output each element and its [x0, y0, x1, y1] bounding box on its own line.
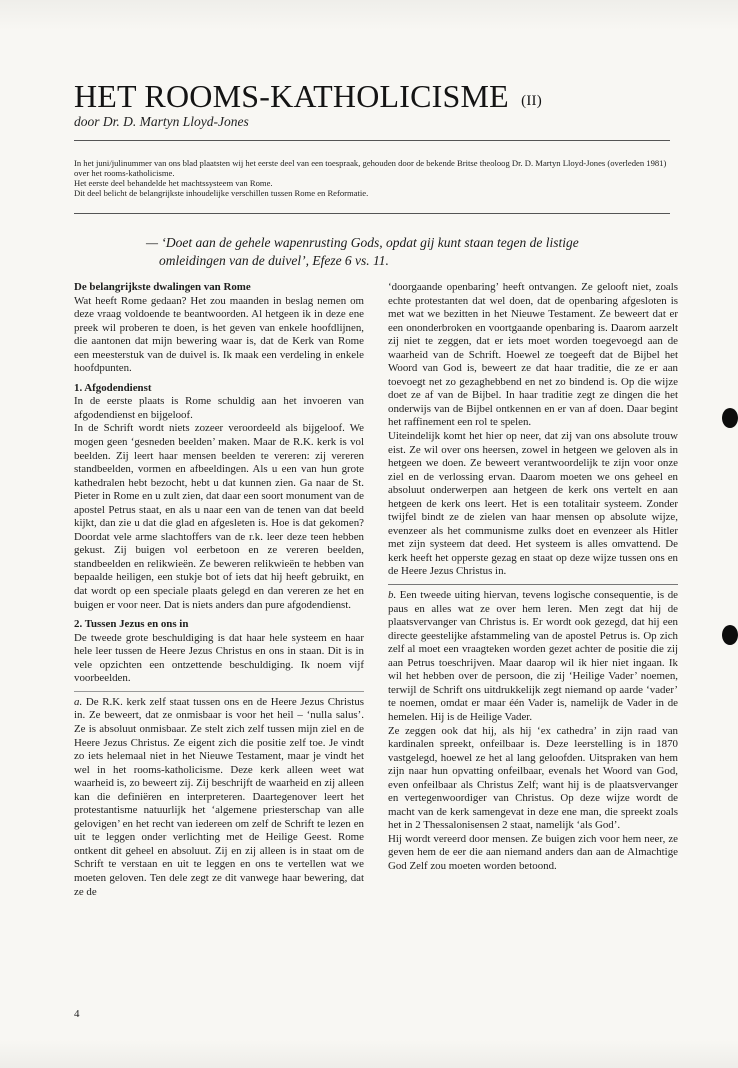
body-paragraph: Hij wordt vereerd door mensen. Ze buigen zich voor hem neer, ze geven hem de eer die aan niemand anders dan aan de Almachtige God Zelf zou moeten worden betoond.: [388, 832, 678, 872]
punch-hole: [722, 408, 738, 428]
intro-divider: [74, 213, 670, 214]
body-paragraph: [388, 589, 678, 724]
section-heading: De belangrijkste dwalingen van Rome: [74, 281, 251, 293]
left-column: [74, 281, 364, 899]
quote-line-2: omleidingen van de duivel’, Efeze 6 vs. 11.: [159, 253, 389, 268]
item-text: De R.K. kerk zelf staat tussen ons en de Heere Jezus Christus in. Ze beweert, dat ze onmisbaar is voor het heil – ‘nulla salus’. Ze is absoluut onmisbaar. Ze stelt zich zelf tussen mijn ziel en de Heere Jezus Christus. Ze eigent zich die positie zelf toe. Je vindt zo iets helemaal niet in het Nieuwe Testament, maar je vindt het wel in het rooms-katholicisme. Deze kerk alleen weet wat waarheid is, zo beweert zij. Zij beschrijft de waarheid en zij alleen kan die definiëren en interpreteren. Daartegenover leert het protestantisme natuurlijk het ‘algemene priesterschap van alle gelovigen’ en het recht van iedereen om zelf de Schrift te lezen en uit te leggen onder verlichting met de Heilige Geest. Rome ontkent dit geheel en absoluut. Zij en zij alleen is in staat om de Schrift te verstaan en uit te leggen en ons te vertellen wat we moeten geloven. Ten dele zegt ze dit vanwege haar bewering, dat ze de: [74, 695, 364, 898]
right-column: [388, 281, 678, 874]
item-label: b.: [388, 589, 397, 602]
body-paragraph: Uiteindelijk komt het hier op neer, dat zij van ons absolute trouw eist. Ze wil over ons heersen, zowel in hetgeen we geloven als in hetgeen we doen. Ze beweert verantwoordelijk te zijn voor onze ziel en de verlossing ervan. Daarom moeten we ons geheel en absoluut onderwerpen aan hetgeen de kerk ons vertelt en aan hetgeen de kerk ons leert. Het is een totalitair systeem. Zonder twijfel bindt ze de zielen van haar mensen op absolute wijze, evenzeer als het communisme zulks doet en evenzeer als Hitler met zijn systeem dat deed. Het systeem is alles omvattend. De kerk heeft het opperste gezag en staat op deze wijze tussen ons en de Heere Jezus Christus in.: [388, 430, 678, 578]
article-title-text: HET ROOMS-KATHOLICISME: [74, 78, 509, 114]
article-title: [74, 78, 694, 119]
page-number: 4: [74, 1008, 80, 1020]
body-paragraph: In de eerste plaats is Rome schuldig aan het invoeren van afgodendienst en bijgeloof.: [74, 395, 364, 421]
quote-line-1: — ‘Doet aan de gehele wapenrusting Gods, opdat gij kunt staan tegen de listige: [146, 235, 579, 250]
item-label: a.: [74, 695, 83, 708]
intro-line: Het eerste deel behandelde het machtssysteem van Rome.: [74, 178, 273, 188]
column-divider: [388, 584, 678, 585]
body-paragraph: Wat heeft Rome gedaan? Het zou maanden in beslag nemen om deze vraag voldoende te beantwoorden. Al hetgeen ik in deze ene preek wil proberen te doen, is het geven van enkele hoofdlijnen, die aantonen dat mijn bewering waar is, dat de Kerk van Rome een meesterstuk van de duivel is. Ik maak een verdeling in enkele hoofdpunten.: [74, 294, 364, 375]
intro-line: In het juni/julinummer van ons blad plaatsten wij het eerste deel van een toespraak, gehouden door de bekende Britse theoloog Dr. D. Martyn Lloyd-Jones (overleden 1981) over het rooms-katholicisme.: [74, 158, 667, 178]
section-heading: 1. Afgodendienst: [74, 381, 152, 394]
body-paragraph: Ze zeggen ook dat hij, als hij ‘ex cathedra’ in zijn raad van kardinalen spreekt, onfeilbaar is. Deze leerstelling is in 1870 vastgelegd, hoewel ze het al lang geloofden. Uitspraken van hem zijn naar hun opvatting onfeilbaar, evenals het Woord van God, even onfeilbaar als Christus Zelf; want hij is de plaatsvervanger en vertegenwoordiger van Christus. Op deze wijze wordt de macht van de kerk samengevat in deze ene man, die spreekt zoals het in 2 Thessalonisensen 2 staat, namelijk ‘als God’.: [388, 724, 678, 832]
body-paragraph: ‘doorgaande openbaring’ heeft ontvangen. Ze gelooft niet, zoals echte protestanten dat wel doen, dat de openbaring afgesloten is met wat we bezitten in het Nieuwe Testament. Ze beweert dat er een ononderbroken en voortgaande openbaring is. Daarom aarzelt zij niet te zeggen, dat er iets moet worden toegevoegd aan de waarheid van de Schrift. Hoewel ze toegeeft dat de Bijbel het Woord van God is, beweert ze dat haar traditie, die ze er aan toevoegt net zo gezaghebbend en net zo bindend is. Op die wijze doet ze af van de Bijbel. In haar traditie zegt ze dingen die het onderwijs van de Bijbel ontkennen en er van af doen. Daar begint het raffinement een rol te spelen.: [388, 281, 678, 429]
article-author: door Dr. D. Martyn Lloyd-Jones: [74, 114, 249, 129]
body-paragraph: [74, 696, 364, 899]
scripture-quote: [146, 234, 676, 270]
top-divider: [74, 140, 670, 141]
section-heading: 2. Tussen Jezus en ons in: [74, 618, 189, 631]
intro-line: Dit deel belicht de belangrijkste inhoudelijke verschillen tussen Rome en Reformatie.: [74, 188, 369, 198]
article-part-label: (II): [521, 93, 542, 109]
column-divider: [74, 691, 364, 692]
item-text: Een tweede uiting hiervan, tevens logische consequentie, is de paus en alles wat ze over hem leren. Men zegt dat hij de plaatsvervanger van Christus is. Er wordt ook gezegd, dat hij een directe geestelijke afstammeling van de apostel Petrus is. Op zich zelf al moet een vraagteken worden gezet achter de positie die zij aan Petrus toeschrijven. Maar daarop wil ik hier niet ingaan. Ik wil het hebben over de persoon, die zij ‘Heilige Vader’ noemen, terwijl de Schrift ons uitdrukkelijk zegt niemand op aarde ‘vader’ te noemen, omdat er maar één Vader is, namelijk de Vader in de hemelen. Hij is de Heilige Vader.: [388, 589, 678, 723]
body-paragraph: In de Schrift wordt niets zozeer veroordeeld als bijgeloof. We mogen geen ‘gesneden beelden’ maken. Maar de R.K. kerk is vol beelden. Zij leert haar mensen beelden te vereren: zij vereren standbeelden, vormen en afbeeldingen. Als u een van hun grote kathedralen hebt bezocht, hebt u dat kunnen zien. Ga naar de St. Pieter in Rome en u zult zien, dat daar een soort monument van de apostel Petrus staat, en als u naar een van de tenen van dat beeld kijkt, dan zie u dat die glad en afgesleten is. Hoe is dat gekomen? Doordat vele arme slachtoffers van de r.k. leer deze teen hebben gekust. Zij buigen vol eerbetoon en ze vereren beelden, standbeelden en relikwieën. Ze beweren relikwieën te hebben van bepaalde heiligen, een stukje bot of iets dat hij heeft gebruikt, en dat wordt op een speciale plaats gelegd en dan vereren ze het en buigen er voor neer. Dat is niets anders dan pure afgodendienst.: [74, 422, 364, 611]
intro-note: [74, 158, 674, 198]
punch-hole: [722, 625, 738, 645]
body-paragraph: De tweede grote beschuldiging is dat haar hele systeem en haar hele leer tussen de Heere Jezus Christus en ons in staan. Dit is in vele opzichten een ontzettende beschuldiging. Ik noem vijf voorbeelden.: [74, 631, 364, 685]
